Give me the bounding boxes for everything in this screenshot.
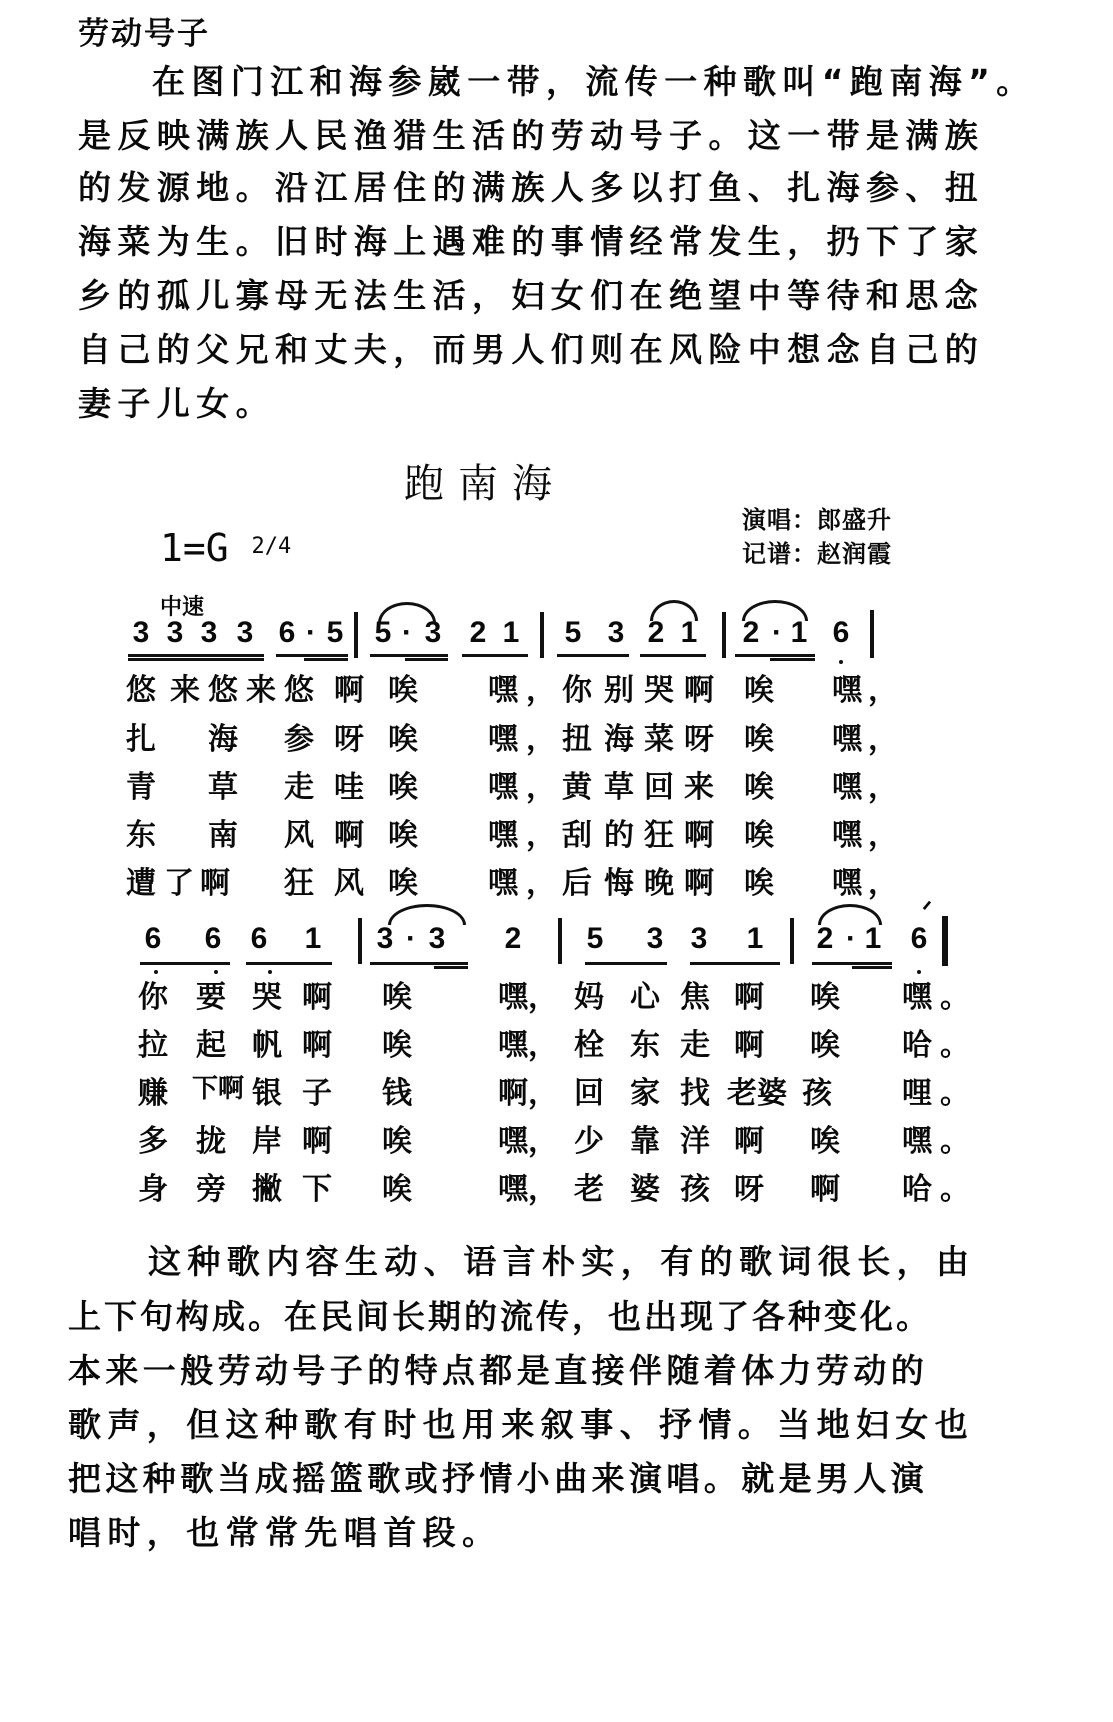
note: 3 — [200, 616, 218, 649]
lyric: 你 — [562, 673, 592, 708]
lyric: 身 — [138, 1172, 168, 1207]
lyric: 栓 — [574, 1028, 604, 1063]
lyric: 唉 — [388, 673, 418, 708]
lyric-punct: ， — [528, 1028, 558, 1063]
lyric-punct: ， — [526, 818, 556, 853]
intro-line-3: 的发源地。沿江居住的满族人多以打鱼、扎海参、扭 — [78, 168, 985, 207]
beam-line — [140, 962, 230, 965]
lyric-punct: ， — [868, 673, 898, 708]
lyric: 来 — [170, 673, 200, 708]
lyric: 孩 — [680, 1172, 710, 1207]
breath-mark-icon: ᐟ — [922, 896, 933, 924]
lyric: 哩 — [902, 1076, 932, 1111]
beam-line — [128, 658, 264, 661]
lyric-punct: ， — [526, 722, 556, 757]
beam-line — [370, 654, 448, 657]
lyric: 旁 — [196, 1172, 226, 1207]
lyric: 啊 — [302, 980, 332, 1015]
lyric: 洋 — [680, 1124, 710, 1159]
closing-line-1: 这种歌内容生动、语言朴实，有的歌词很长，由 — [148, 1242, 976, 1281]
lyric-punct: 。 — [940, 1028, 970, 1063]
lyric: 嘿 — [832, 818, 862, 853]
lyric: 遭 — [126, 866, 156, 901]
slur — [378, 602, 436, 623]
lyric: 钱 — [382, 1076, 412, 1111]
lyric: 找 — [680, 1076, 710, 1111]
lyric: 嘿 — [832, 770, 862, 805]
lyric: 了 — [164, 866, 194, 901]
note: 2 — [816, 922, 834, 955]
note: 5 — [586, 922, 604, 955]
lyric: 唉 — [744, 770, 774, 805]
note: 1 — [746, 922, 764, 955]
lyric: 唉 — [810, 1124, 840, 1159]
note: 6 — [204, 922, 222, 955]
note: 2 — [469, 616, 487, 649]
lyric-punct: ， — [526, 673, 556, 708]
lyric: 啊 — [734, 980, 764, 1015]
lyric: 嘿 — [498, 1172, 528, 1207]
note: 1 — [790, 616, 808, 649]
lyric-punct: 。 — [940, 1076, 970, 1111]
lyric: 孩 — [802, 1076, 832, 1111]
lyric: 唉 — [744, 818, 774, 853]
beam-line — [812, 962, 892, 965]
performer-credit: 演唱：郎盛升 — [742, 506, 892, 534]
intro-line-5: 乡的孤儿寡母无法生活，妇女们在绝望中等待和思念 — [78, 276, 985, 315]
beam-line — [557, 654, 629, 657]
lyric: 你 — [138, 980, 168, 1015]
lyric: 啊 — [334, 818, 364, 853]
beam-line — [852, 966, 892, 969]
lyric: 唉 — [744, 866, 774, 901]
note: 3 — [428, 922, 446, 955]
lyric: 赚 — [138, 1076, 168, 1111]
lyric: 晚 — [644, 866, 674, 901]
lyric: 东 — [630, 1028, 660, 1063]
lyric: 焦 — [680, 980, 710, 1015]
note: 1 — [502, 616, 520, 649]
note: 3 — [607, 616, 625, 649]
lyric: 草 — [604, 770, 634, 805]
beam-line — [735, 654, 815, 657]
lyric: 唉 — [388, 818, 418, 853]
lyric: 啊 — [684, 866, 714, 901]
lyric: 啊 — [684, 818, 714, 853]
lyric: 啊 — [684, 673, 714, 708]
tempo-marking: 中速 — [160, 595, 205, 620]
note-dot: · — [402, 616, 412, 649]
note: 3 — [690, 922, 708, 955]
note-dot: · — [772, 616, 782, 649]
lyric: 黄 — [562, 770, 592, 805]
lyric: 唉 — [382, 980, 412, 1015]
note: 3 — [166, 616, 184, 649]
note: 3 — [376, 922, 394, 955]
lyric-punct: ， — [868, 770, 898, 805]
lyric: 啊 — [810, 1172, 840, 1207]
lyric: 嘿 — [832, 673, 862, 708]
bar-line — [870, 610, 874, 658]
note-dot: · — [846, 922, 856, 955]
note: 6 — [832, 616, 850, 649]
note: 6 — [278, 616, 296, 649]
lyric: 唉 — [810, 1028, 840, 1063]
lyric: 唉 — [744, 673, 774, 708]
lyric: 风 — [334, 866, 364, 901]
lyric: 嘿 — [488, 770, 518, 805]
note: 5 — [326, 616, 344, 649]
lyric: 下 — [302, 1172, 332, 1207]
lyric: 啊 — [734, 1124, 764, 1159]
lyric: 哈 — [902, 1028, 932, 1063]
beam-line — [370, 962, 468, 965]
lyric: 哇 — [334, 770, 364, 805]
lyric: 唉 — [382, 1172, 412, 1207]
lyric: 啊 — [734, 1028, 764, 1063]
note: 3 — [132, 616, 150, 649]
lyric: 婆 — [630, 1172, 660, 1207]
lyric-punct: ， — [528, 1076, 558, 1111]
beam-line — [246, 962, 332, 965]
lyric-punct: ， — [868, 722, 898, 757]
lyric: 心 — [630, 980, 660, 1015]
lyric: 拉 — [138, 1028, 168, 1063]
intro-line-7: 妻子儿女。 — [78, 384, 275, 423]
beam-line — [128, 654, 264, 657]
lyric: 银 — [252, 1076, 282, 1111]
beam-line — [690, 962, 780, 965]
lyric: 嘿 — [498, 1124, 528, 1159]
lyric: 海 — [604, 722, 634, 757]
lyric: 唉 — [810, 980, 840, 1015]
lyric: 扭 — [562, 722, 592, 757]
lyric: 悔 — [604, 866, 634, 901]
lyric-punct: ， — [868, 866, 898, 901]
lyric: 风 — [284, 818, 314, 853]
lyric: 唉 — [388, 770, 418, 805]
note: 1 — [864, 922, 882, 955]
lyric: 后 — [562, 866, 592, 901]
lyric: 老婆 — [727, 1076, 787, 1111]
lyric: 刮 — [562, 818, 592, 853]
lyric: 子 — [302, 1076, 332, 1111]
note: 5 — [564, 616, 582, 649]
lyric: 起 — [196, 1028, 226, 1063]
lyric: 嘿 — [832, 722, 862, 757]
final-bar-line — [942, 916, 948, 966]
note: 6 — [910, 922, 928, 955]
lyric: 唉 — [744, 722, 774, 757]
slur — [388, 904, 466, 925]
lyric: 悠 — [126, 673, 156, 708]
lyric: 靠 — [630, 1124, 660, 1159]
lyric: 南 — [208, 818, 238, 853]
lyric: 啊 — [498, 1076, 528, 1111]
lyric: 啊 — [200, 866, 230, 901]
lyric-punct: ， — [526, 770, 556, 805]
lyric: 家 — [630, 1076, 660, 1111]
note: 2 — [647, 616, 665, 649]
lyric: 狂 — [284, 866, 314, 901]
bar-line — [358, 918, 362, 964]
lyric: 菜 — [644, 722, 674, 757]
lyric: 来 — [684, 770, 714, 805]
closing-line-5: 把这种歌当成摇篮歌或抒情小曲来演唱。就是男人演 — [68, 1459, 929, 1498]
lyric: 啊 — [334, 673, 364, 708]
lyric: 呀 — [334, 722, 364, 757]
lyric-punct: ， — [528, 1124, 558, 1159]
note: 1 — [304, 922, 322, 955]
beam-line — [770, 658, 815, 661]
lyric: 的 — [604, 818, 634, 853]
closing-line-2: 上下句构成。在民间长期的流传，也出现了各种变化。 — [68, 1297, 932, 1336]
closing-line-6: 唱时，也常常先唱首段。 — [68, 1513, 502, 1552]
lyric: 多 — [138, 1124, 168, 1159]
lyric-punct: 。 — [940, 1172, 970, 1207]
note: 1 — [680, 616, 698, 649]
lyric-punct: ， — [528, 980, 558, 1015]
beam-line — [304, 658, 348, 661]
bar-line — [558, 918, 562, 964]
closing-line-3: 本来一般劳动号子的特点都是直接伴随着体力劳动的 — [68, 1351, 929, 1390]
lyric: 唉 — [382, 1028, 412, 1063]
note: 3 — [236, 616, 254, 649]
lyric: 回 — [574, 1076, 604, 1111]
lyric: 嘿 — [498, 980, 528, 1015]
note-dot: · — [406, 922, 416, 955]
intro-line-2: 是反映满族人民渔猎生活的劳动号子。这一带是满族 — [78, 116, 985, 155]
bar-line — [790, 918, 794, 964]
lyric: 嘿 — [902, 1124, 932, 1159]
lyric: 拢 — [196, 1124, 226, 1159]
note: 6 — [144, 922, 162, 955]
note: 2 — [742, 616, 760, 649]
beam-line — [640, 654, 706, 657]
bar-line — [540, 612, 544, 658]
beam-line — [405, 658, 448, 661]
low-octave-dot — [839, 660, 843, 664]
beam-line — [585, 962, 667, 965]
beam-line — [434, 966, 468, 969]
section-heading: 劳动号子 — [78, 16, 210, 52]
lyric: 嘿 — [488, 673, 518, 708]
slur — [742, 600, 808, 621]
intro-line-1: 在图门江和海参崴一带，流传一种歌叫“跑南海”。 — [152, 62, 1036, 101]
note: 2 — [504, 922, 522, 955]
lyric-punct: ， — [526, 866, 556, 901]
note: 3 — [424, 616, 442, 649]
closing-line-4: 歌声，但这种歌有时也用来叙事、抒情。当地妇女也 — [68, 1405, 975, 1444]
key-value: 1=G — [160, 526, 229, 570]
lyric: 东 — [126, 818, 156, 853]
beam-line — [276, 654, 348, 657]
lyric: 唉 — [382, 1124, 412, 1159]
lyric: 嘿 — [832, 866, 862, 901]
slur — [818, 904, 882, 925]
lyric: 呀 — [734, 1172, 764, 1207]
song-title: 跑南海 — [404, 461, 566, 507]
lyric: 岸 — [252, 1124, 282, 1159]
bar-line — [722, 612, 726, 658]
lyric: 撇 — [252, 1172, 282, 1207]
lyric: 呀 — [684, 722, 714, 757]
lyric: 青 — [126, 770, 156, 805]
lyric: 少 — [574, 1124, 604, 1159]
lyric-punct: 。 — [940, 1124, 970, 1159]
lyric: 参 — [284, 722, 314, 757]
lyric: 嘿 — [488, 722, 518, 757]
lyric: 走 — [284, 770, 314, 805]
note: 3 — [646, 922, 664, 955]
lyric: 走 — [680, 1028, 710, 1063]
slur — [650, 600, 698, 621]
lyric: 海 — [208, 722, 238, 757]
lyric: 扎 — [126, 722, 156, 757]
transcriber-credit: 记谱：赵润霞 — [742, 540, 892, 568]
lyric: 唉 — [388, 722, 418, 757]
lyric: 唉 — [388, 866, 418, 901]
lyric: 哭 — [644, 673, 674, 708]
note: 6 — [250, 922, 268, 955]
lyric: 悠 — [208, 673, 238, 708]
beam-line — [462, 654, 528, 657]
intro-line-4: 海菜为生。旧时海上遇难的事情经常发生，扔下了家 — [78, 222, 985, 261]
bar-line — [354, 612, 358, 658]
lyric: 草 — [208, 770, 238, 805]
lyric: 下啊 — [191, 1074, 244, 1104]
lyric-punct: 。 — [940, 980, 970, 1015]
lyric: 要 — [196, 980, 226, 1015]
lyric: 嘿 — [902, 980, 932, 1015]
lyric: 帆 — [252, 1028, 282, 1063]
lyric: 嘿 — [488, 818, 518, 853]
lyric: 嘿 — [488, 866, 518, 901]
note: 5 — [374, 616, 392, 649]
note-dot: · — [306, 616, 316, 649]
lyric: 嘿 — [498, 1028, 528, 1063]
lyric: 哭 — [252, 980, 282, 1015]
lyric-punct: ， — [528, 1172, 558, 1207]
lyric: 来 — [246, 673, 276, 708]
time-signature: 2/4 — [251, 534, 292, 559]
lyric: 啊 — [302, 1028, 332, 1063]
lyric: 悠 — [284, 673, 314, 708]
lyric: 别 — [604, 673, 634, 708]
lyric: 哈 — [902, 1172, 932, 1207]
lyric: 狂 — [644, 818, 674, 853]
lyric: 回 — [644, 770, 674, 805]
key-signature — [160, 526, 291, 570]
lyric: 老 — [574, 1172, 604, 1207]
lyric: 啊 — [302, 1124, 332, 1159]
lyric: 妈 — [574, 980, 604, 1015]
lyric-punct: ， — [868, 818, 898, 853]
intro-line-6: 自己的父兄和丈夫，而男人们则在风险中想念自己的 — [78, 330, 985, 369]
